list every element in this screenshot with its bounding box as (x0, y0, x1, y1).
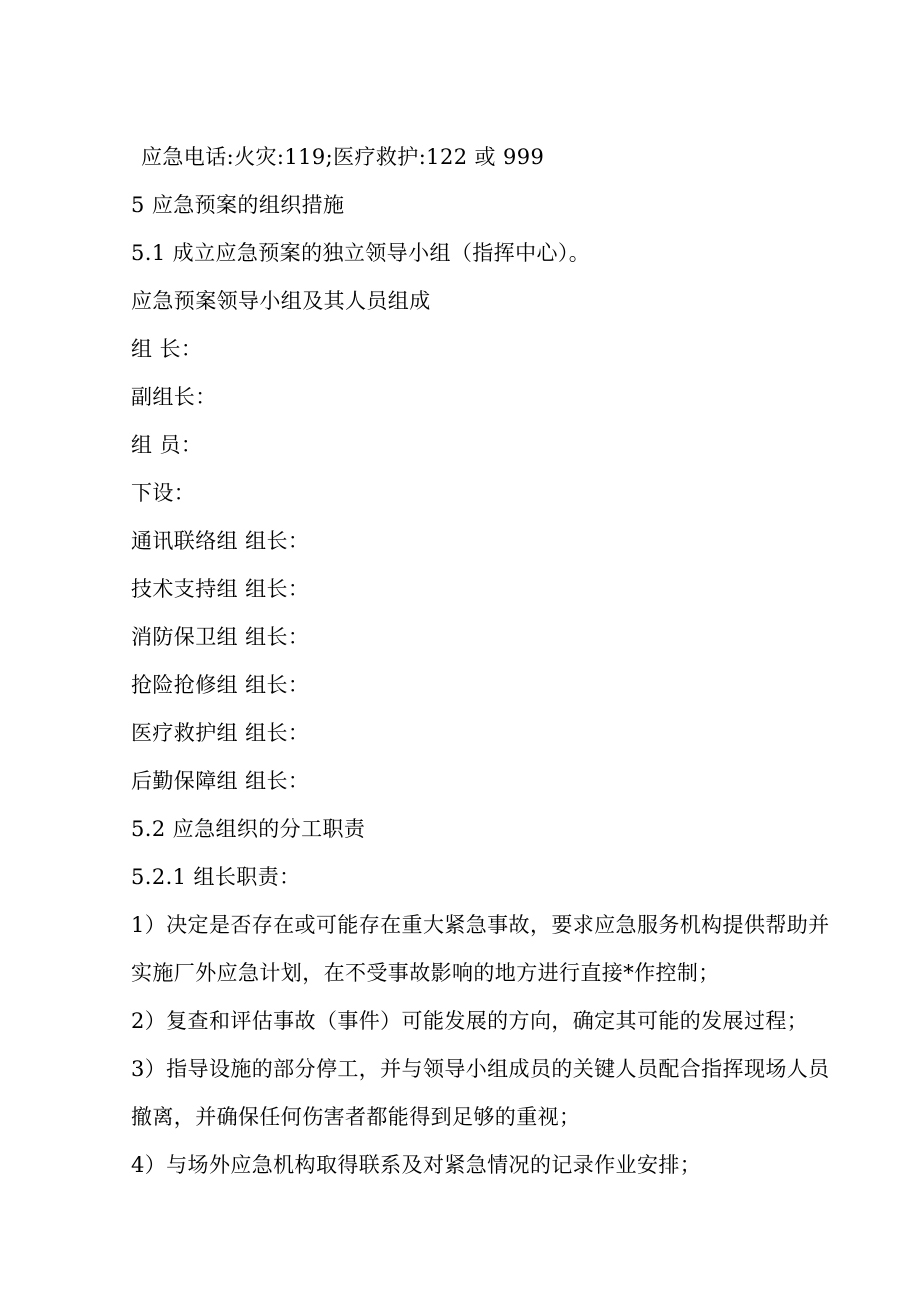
group-leader-line: 组 长： (131, 337, 203, 361)
section-5-1-heading: 5.1 成立应急预案的独立领导小组（指挥中心）。 (131, 241, 591, 265)
subgroups-label: 下设： (131, 481, 196, 505)
logistics-group-line: 后勤保障组 组长： (131, 769, 310, 793)
duty-1-line-1: 1）决定是否存在或可能存在重大紧急事故，要求应急服务机构提供帮助并 (131, 913, 830, 937)
duty-1-line-2: 实施厂外应急计划，在不受事故影响的地方进行直接*作控制； (131, 961, 720, 985)
duty-2-line: 2）复查和评估事故（事件）可能发展的方向，确定其可能的发展过程； (131, 1009, 809, 1033)
fire-security-group-line: 消防保卫组 组长： (131, 625, 310, 649)
deputy-leader-line: 副组长： (131, 385, 217, 409)
duty-3-line-1: 3）指导设施的部分停工，并与领导小组成员的关键人员配合指挥现场人员 (131, 1057, 830, 1081)
duty-3-line-2: 撤离，并确保任何伤害者都能得到足够的重视； (131, 1105, 581, 1129)
emergency-phone-line: 应急电话:火灾:119;医疗救护:122 或 999 (141, 145, 545, 169)
medical-rescue-group-line: 医疗救护组 组长： (131, 721, 310, 745)
group-member-line: 组 员： (131, 433, 203, 457)
section-5-heading: 5 应急预案的组织措施 (131, 193, 345, 217)
rescue-repair-group-line: 抢险抢修组 组长： (131, 673, 310, 697)
leadership-group-title: 应急预案领导小组及其人员组成 (131, 289, 431, 313)
communication-group-line: 通讯联络组 组长： (131, 529, 310, 553)
duty-4-line: 4）与场外应急机构取得联系及对紧急情况的记录作业安排； (131, 1153, 702, 1177)
technical-support-group-line: 技术支持组 组长： (131, 577, 310, 601)
section-5-2-heading: 5.2 应急组织的分工职责 (131, 817, 366, 841)
section-5-2-1-heading: 5.2.1 组长职责： (131, 865, 301, 889)
